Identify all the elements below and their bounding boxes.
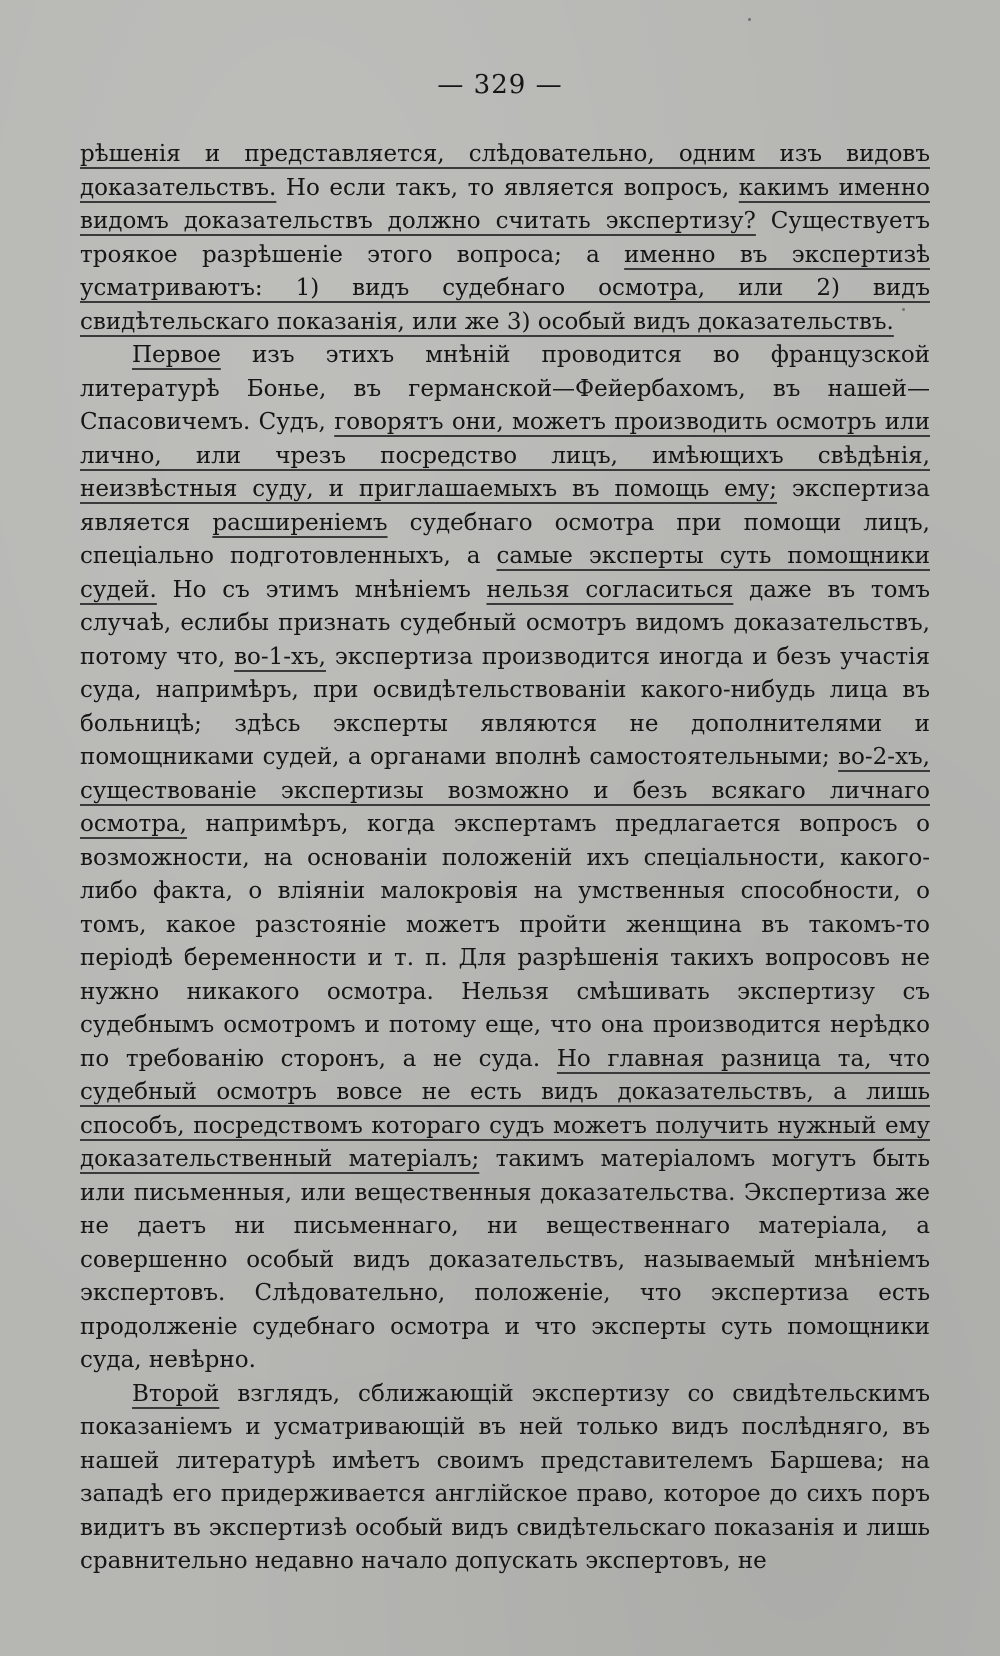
underlined-text: Второй xyxy=(132,1380,220,1407)
text-segment: Существуетъ троякое разрѣшеніе этого вопроса; а xyxy=(80,208,930,268)
underlined-text: во-1-хъ, xyxy=(234,643,326,670)
underlined-text: Но главная разница та, что судебный осмотръ вовсе не есть видъ доказательствъ, а лишь способъ, посредствомъ котораго судъ можетъ получить нужный ему доказательственный матеріалъ; xyxy=(80,1045,930,1172)
text-segment: взглядъ, сближающій экспертизу со свидѣтельскимъ показаніемъ и усматривающій въ ней только видъ послѣдняго, въ нашей литературѣ имѣетъ своимъ представителемъ Баршева; на западѣ его придерживается англійское право, которое до сихъ поръ видитъ въ экспертизѣ особый видъ свидѣтельскаго показанія и лишь сравнительно недавно начало допускать экспертовъ, не xyxy=(80,1380,930,1574)
paper-speck xyxy=(902,308,905,311)
underlined-text: расширеніемъ xyxy=(212,509,388,536)
page-number: — 329 — xyxy=(437,70,563,100)
text-segment: Но съ этимъ мнѣніемъ xyxy=(156,576,487,603)
paragraph-2 xyxy=(80,339,930,1378)
text-segment: изъ этихъ мнѣній проводится во французской литературѣ Бонье, въ германской—Фейербахомъ, въ нашей—Спасовичемъ. Судъ, xyxy=(80,342,930,435)
body-text xyxy=(80,138,930,1579)
underlined-text: именно въ экспертизѣ усматриваютъ: 1) видъ судебнаго осмотра, или 2) видъ свидѣтельскаго показанія, или же 3) особый видъ доказательствъ. xyxy=(80,241,930,335)
text-segment: такимъ матеріаломъ могутъ быть или письменныя, или вещественныя доказательства. Экспертиза же не даетъ ни письменнаго, ни вещественнаго матеріала, а совершенно особый видъ доказательствъ, называемый мнѣніемъ экспертовъ. Слѣдовательно, положеніе, что экспертиза есть продолженіе судебнаго осмотра и что эксперты суть помощники суда, невѣрно. xyxy=(80,1146,930,1373)
text-segment: напримѣръ, когда экспертамъ предлагается вопросъ о возможности, на основаніи положеній ихъ спеціальности, какого-либо факта, о вліяніи малокровія на умственныя способности, о томъ, какое разстояніе можетъ пройти женщина въ такомъ-то періодѣ беременности и т. п. Для разрѣшенія такихъ вопросовъ не нужно никакого осмотра. Нельзя смѣшивать экспертизу съ судебнымъ осмотромъ и потому еще, что она производится нерѣдко по требованію сторонъ, а не суда. xyxy=(80,811,930,1072)
underlined-text: существованіе экспертизы возможно и безъ всякаго личнаго осмотра, xyxy=(80,777,930,837)
underlined-text: во-2-хъ, xyxy=(838,744,930,770)
underlined-text: самые эксперты суть помощники судей. xyxy=(80,543,930,603)
text-segment: экспертиза является xyxy=(80,476,930,536)
underlined-text: какимъ именно видомъ доказательствъ должно считать экспертизу? xyxy=(80,174,930,234)
underlined-text: Первое xyxy=(132,342,221,368)
underlined-text: говорятъ они, можетъ производить осмотръ или лично, или чрезъ посредство лицъ, имѣющихъ свѣдѣнія, неизвѣстныя суду, и приглашаемыхъ въ помощь ему; xyxy=(80,409,930,502)
text-segment: экспертиза производится иногда и безъ участія суда, напримѣръ, при освидѣтельствованіи какого-нибудь лица въ больницѣ; здѣсь эксперты являются не дополнителями и помощниками судей, а органами вполнѣ самостоятельными; xyxy=(80,643,930,770)
underlined-text: рѣшенія и представляется, слѣдовательно, одним изъ видовъ доказательствъ. xyxy=(80,141,930,201)
paragraph-1 xyxy=(80,138,930,339)
underlined-text: нельзя согласиться xyxy=(486,576,734,603)
paragraph-3 xyxy=(80,1378,930,1579)
text-segment: даже въ томъ случаѣ, еслибы признать судебный осмотръ видомъ доказательствъ, потому что, xyxy=(80,576,931,670)
text-segment: судебнаго осмотра при помощи лицъ, спеціально подготовленныхъ, а xyxy=(80,509,930,569)
text-segment: Но если такъ, то является вопросъ, xyxy=(276,174,739,201)
paper-speck xyxy=(748,18,751,21)
